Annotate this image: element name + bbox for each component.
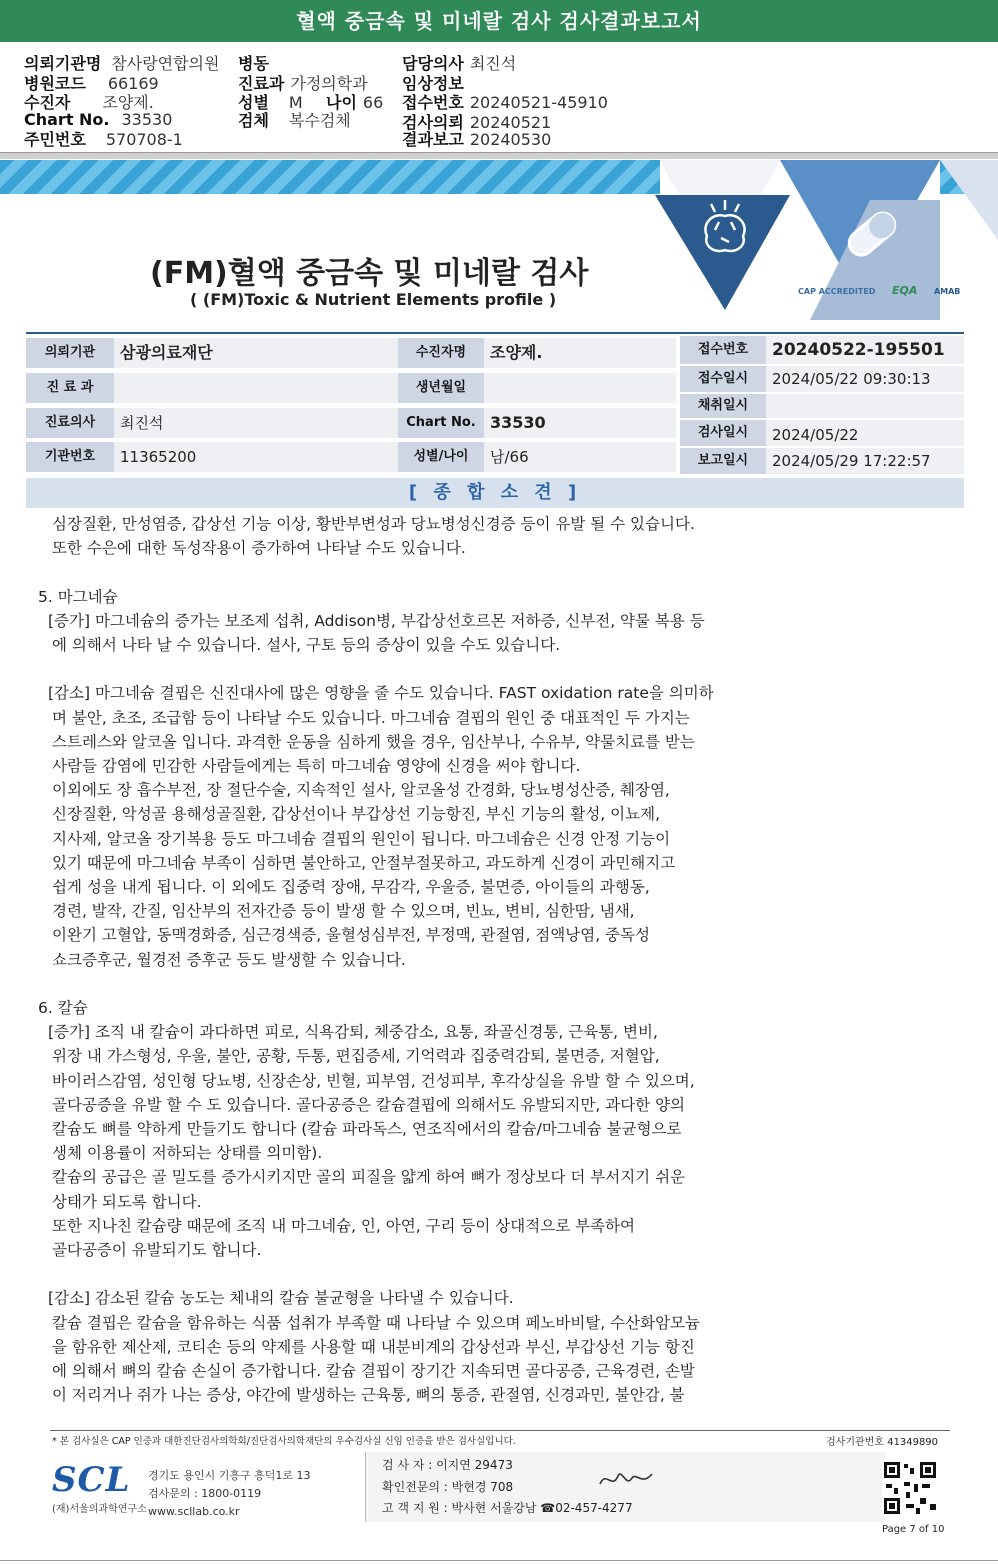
text-line: [감소] 마그네슘 결핍은 신진대사에 많은 영향을 줄 수도 있습니다. FAST oxidation rate을 의미하 (48, 684, 714, 703)
summary-title: [ 종 합 소 견 ] (26, 478, 964, 508)
signature-box (365, 1452, 886, 1522)
text-line: [감소] 감소된 칼슘 농도는 체내의 칼슘 불균형을 나타낼 수 있습니다. (48, 1289, 514, 1308)
text-line: [증가] 마그네슘의 증가는 보조제 섭취, Addison병, 부갑상선호르몬 저하증, 신부전, 약물 복용 등 (48, 611, 705, 630)
info-label: 진료의사 (26, 408, 114, 438)
text-line: 칼슘 결핍은 칼슘을 함유하는 식품 섭취가 부족할 때 나타날 수 있으며 페노바비탈, 수산화암모늄 (52, 1313, 701, 1332)
code-value: 11365200 (120, 448, 197, 466)
text-line: 상태가 되도록 합니다. (52, 1192, 202, 1211)
report-title: (FM)혈액 중금속 및 미네랄 검사 (150, 256, 589, 291)
text-line: 신장질환, 악성골 용해성골질환, 갑상선이나 부갑상선 기능항진, 부신 기능의 활성, 이뇨제, (52, 805, 661, 824)
footer-note: * 본 검사실은 CAP 인증과 대한진단검사의학회/진단검사의학재단의 우수검사실 신임 인증을 받은 검사실입니다. (52, 1436, 516, 1447)
signature-icon (596, 1466, 656, 1494)
info-label: 접수일시 (680, 366, 766, 392)
page-bottom-border (0, 1560, 998, 1561)
text-line: 쇼크증후군, 월경전 증후군 등도 발생할 수 있습니다. (52, 950, 406, 969)
text-line: 스트레스와 알코올 입니다. 과격한 운동을 심하게 했을 경우, 임산부나, 수유부, 약물치료를 받는 (52, 732, 695, 751)
text-line: 사람들 감염에 민감한 사람들에게는 특히 마그네슘 영양에 신경을 써야 합니다. (52, 757, 581, 775)
text-line: 에 의해서 뼈의 칼슘 손실이 증가합니다. 칼슘 결핍이 장기간 지속되면 골다공증, 근육경련, 손발 (52, 1362, 695, 1381)
info-label: 생년월일 (398, 373, 484, 403)
patient-field: 의뢰기관명 참사랑연합의원 (24, 54, 220, 73)
patient-field: 병동 (238, 54, 269, 73)
sexage-value: 남/66 (490, 448, 529, 466)
text-line: 골다공증이 유발되기도 합니다. (52, 1241, 262, 1260)
text-line: 이 저리거나 쥐가 나는 증상, 야간에 발생하는 근육통, 뼈의 통증, 관절염, 신경과민, 불안감, 불 (52, 1386, 685, 1405)
lab-phone: 검사문의 : 1800-0119 (148, 1487, 262, 1500)
patient-field: 병원코드 66169 (24, 74, 159, 93)
summary-body (38, 512, 968, 1407)
accreditation-logos (798, 284, 960, 297)
patient-field: 임상정보 (402, 74, 464, 93)
amab-logo: AMAB (933, 287, 961, 296)
info-label: 수진자명 (398, 338, 484, 368)
info-label: Chart No. (398, 408, 484, 438)
lab-address: 경기도 용인시 기흥구 흥덕1로 13 (148, 1469, 311, 1482)
text-line: 또한 지나친 칼슘량 때문에 조직 내 마그네슘, 인, 아연, 구리 등이 상대적으로 부족하여 (52, 1216, 635, 1235)
text-line: 칼슘도 뼈를 약하게 만들기도 합니다 (칼슘 파라독스, 연조직에서의 칼슘/마그네슘 불균형으로 (52, 1120, 682, 1139)
patient-field: Chart No. 33530 (24, 110, 173, 129)
info-label: 기관번호 (26, 442, 114, 472)
text-line: 이완기 고혈압, 동맥경화증, 심근경색증, 울혈성심부전, 부정맥, 관절염, 점액낭염, 중독성 (52, 926, 650, 945)
info-label: 채취일시 (680, 394, 766, 418)
info-label: 접수번호 (680, 336, 766, 364)
section-heading: 5. 마그네슘 (38, 587, 118, 606)
text-line: 경련, 발작, 간질, 임산부의 전자간증 등이 발생 할 수 있으며, 빈뇨, 변비, 심한땀, 냄새, (52, 902, 635, 921)
text-line: 이외에도 장 흡수부전, 장 절단수술, 지속적인 설사, 알코올성 간경화, 당뇨병성산증, 췌장염, (52, 781, 670, 800)
text-line: 골다공증을 유발 할 수 도 있습니다. 골다공증은 칼슘결핍에 의해서도 유발되지만, 과다한 양의 (52, 1095, 686, 1114)
text-line: 심장질환, 만성염증, 갑상선 기능 이상, 황반부변성과 당뇨병성신경증 등이 유발 될 수 있습니다. (52, 515, 695, 533)
footer-divider (50, 1430, 950, 1431)
specialist: 확인전문의 : 박현경 708 (382, 1480, 514, 1494)
patient-field: 성별 M (238, 93, 303, 112)
patient-name-value: 조양제. (490, 343, 543, 362)
customer-support: 고 객 지 원 : 박사현 서울강남 ☎02-457-4277 (382, 1501, 633, 1515)
lab-website[interactable]: www.scllab.co.kr (148, 1505, 240, 1518)
info-label: 의뢰기관 (26, 338, 114, 368)
patient-field: 결과보고 20240530 (402, 130, 552, 149)
test-date-value: 2024/05/22 (772, 426, 859, 444)
info-label: 성별/나이 (398, 442, 484, 472)
chart-value: 33530 (490, 413, 546, 432)
info-top-border (26, 332, 964, 334)
patient-field: 진료과 가정의학과 (238, 74, 368, 93)
text-line: 생체 이용률이 저하되는 상태를 의미함). (52, 1144, 323, 1163)
info-label: 검사일시 (680, 420, 766, 446)
report-subtitle: ( (FM)Toxic & Nutrient Elements profile ) (190, 290, 557, 309)
patient-field: 수진자 조양제. (24, 93, 154, 112)
patient-field: 접수번호 20240521-45910 (402, 93, 608, 112)
patient-field: 주민번호 570708-1 (24, 130, 183, 149)
text-line: 쉽게 성을 내게 됩니다. 이 외에도 집중력 장애, 무감각, 우울증, 불면증, 아이들의 과행동, (52, 878, 650, 897)
scl-brand: SCL (52, 1460, 131, 1500)
receipt-value: 20240522-195501 (772, 340, 945, 360)
patient-field: 담당의사 최진석 (402, 54, 517, 73)
text-line: 을 함유한 제산제, 코티손 등의 약제를 사용할 때 내분비계의 갑상선과 부신, 부갑상선 기능 항진 (52, 1337, 695, 1356)
info-label: 진 료 과 (26, 373, 114, 403)
qr-code-icon (882, 1460, 938, 1516)
text-line: 있기 때문에 마그네슘 부족이 심하면 불안하고, 안절부절못하고, 과도하게 신경이 과민해지고 (52, 853, 676, 872)
section-heading: 6. 칼슘 (38, 999, 88, 1018)
report-date-value: 2024/05/29 17:22:57 (772, 452, 931, 470)
text-line: 에 의해서 나타 날 수 있습니다. 설사, 구토 등의 증상이 있을 수도 있습니다. (52, 636, 561, 654)
cap-logo: CAP ACCREDITED (798, 287, 876, 296)
text-line: 칼슘의 공급은 골 밀도를 증가시키지만 골의 피질을 얇게 하여 뼈가 정상보다 더 부서지기 쉬운 (52, 1168, 686, 1187)
text-line: 바이러스감염, 성인형 당뇨병, 신장손상, 빈혈, 피부염, 건성피부, 후각상실을 유발 할 수 있으며, (52, 1071, 695, 1090)
header-divider (0, 152, 998, 159)
lab-contact (148, 1467, 311, 1521)
info-label: 보고일시 (680, 448, 766, 474)
doctor-value: 최진석 (120, 414, 164, 432)
receipt-date-value: 2024/05/22 09:30:13 (772, 370, 931, 388)
text-line: 지사제, 알코올 장기복용 등도 마그네슘 결핍의 원인이 됩니다. 마그네슘은 신경 안정 기능이 (52, 829, 671, 848)
decorative-stripe (0, 160, 660, 194)
text-line: 며 불안, 초조, 조급함 등이 나타날 수도 있습니다. 마그네슘 결핍의 원인 중 대표적인 두 가지는 (52, 708, 690, 727)
accreditation-number: 검사기관번호 41349890 (826, 1437, 939, 1448)
patient-field: 검체 복수검체 (238, 111, 351, 130)
examiner: 검 사 자 : 이지연 29473 (382, 1458, 513, 1472)
scl-logo (52, 1460, 147, 1515)
text-line: [증가] 조직 내 칼슘이 과다하면 피로, 식욕감퇴, 체중감소, 요통, 좌골신경통, 근육통, 변비, (48, 1023, 658, 1042)
patient-field: 검사의뢰 20240521 (402, 113, 552, 132)
institution-value: 삼광의료재단 (120, 343, 213, 362)
text-line: 위장 내 가스형성, 우울, 불안, 공황, 두통, 편집증세, 기억력과 집중력감퇴, 불면증, 저혈압, (52, 1047, 660, 1066)
text-line: 또한 수은에 대한 독성작용이 증가하여 나타날 수도 있습니다. (52, 539, 466, 558)
patient-field: 나이 66 (326, 93, 384, 112)
report-header-title: 혈액 중금속 및 미네랄 검사 검사결과보고서 (0, 0, 998, 42)
eqa-logo: EQA (892, 284, 918, 297)
scl-institute: (재)서울의과학연구소 (52, 1504, 147, 1515)
page-number: Page 7 of 10 (882, 1524, 945, 1535)
